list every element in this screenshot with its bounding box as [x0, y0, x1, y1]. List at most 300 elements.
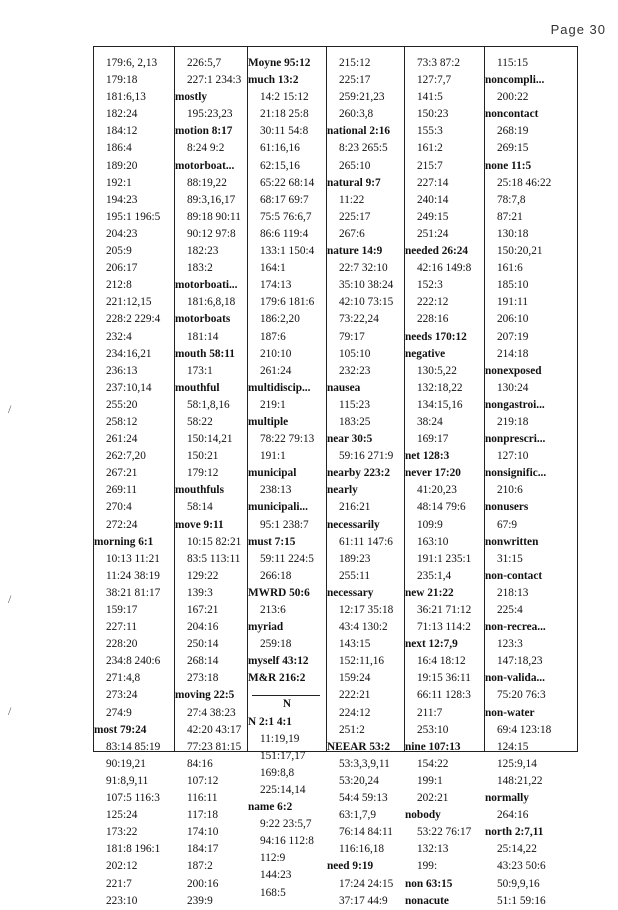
index-reference: 195:1 196:5 — [106, 210, 161, 223]
index-reference: 240:14 — [417, 193, 449, 206]
index-reference: 10:13 11:21 — [106, 552, 160, 565]
index-column-6 — [484, 47, 579, 907]
index-reference: 19:15 36:11 — [417, 672, 471, 685]
index-reference: 192:1 — [106, 176, 132, 189]
index-reference: 112:9 — [260, 852, 286, 865]
index-reference: 258:12 — [106, 415, 138, 428]
index-reference: 150:14,21 — [187, 433, 233, 446]
index-reference: 270:4 — [106, 501, 132, 514]
index-term: nonprescri... — [485, 433, 546, 446]
index-term: non-recrea... — [485, 621, 546, 634]
index-reference: 35:10 38:24 — [339, 279, 394, 292]
index-term: nearby 223:2 — [327, 467, 391, 480]
index-reference: 182:23 — [187, 245, 219, 258]
index-reference: 186:4 — [106, 142, 132, 155]
index-reference: 89:18 90:11 — [187, 210, 241, 223]
index-term: net 128:3 — [405, 450, 450, 463]
index-reference: 167:21 — [187, 604, 219, 616]
index-reference: 265:10 — [339, 159, 371, 172]
index-reference: 214:18 — [497, 347, 529, 360]
index-reference: 218:13 — [497, 586, 529, 599]
index-term: myriad — [248, 621, 284, 634]
index-term: nature 14:9 — [327, 245, 383, 258]
index-reference: 249:15 — [417, 210, 449, 223]
index-reference: 272:24 — [106, 518, 138, 531]
index-reference: 117:18 — [187, 809, 218, 822]
index-reference: 130:24 — [497, 381, 529, 394]
page-label: Page 30 — [550, 22, 606, 37]
index-reference: 268:14 — [187, 655, 219, 668]
index-term: motion 8:17 — [175, 125, 233, 138]
index-term: move 9:11 — [175, 518, 224, 531]
index-reference: 127:7,7 — [417, 74, 452, 87]
index-reference: 86:6 119:4 — [260, 227, 309, 240]
index-term: nine 107:13 — [405, 740, 461, 753]
index-reference: 130:5,22 — [417, 364, 457, 377]
index-reference: 206:10 — [497, 313, 529, 326]
index-reference: 90:12 97:8 — [187, 227, 236, 240]
index-reference: 66:11 128:3 — [417, 689, 471, 702]
index-reference: 17:24 24:15 — [339, 877, 394, 890]
index-reference: 174:13 — [260, 279, 292, 292]
index-reference: 232:23 — [339, 364, 371, 377]
index-reference: 42:10 73:15 — [339, 296, 394, 309]
index-column-5 — [404, 47, 484, 907]
index-reference: 152:11,16 — [339, 655, 385, 668]
index-reference: 267:21 — [106, 467, 138, 480]
index-reference: 204:23 — [106, 227, 138, 240]
index-reference: 27:4 38:23 — [187, 706, 236, 719]
index-reference: 187:2 — [187, 860, 213, 873]
index-reference: 125:24 — [106, 809, 138, 822]
index-term: nongastroi... — [485, 398, 545, 411]
index-term: non 63:15 — [405, 877, 453, 890]
index-reference: 221:12,15 — [106, 296, 152, 309]
index-reference: 181:14 — [187, 330, 219, 343]
index-reference: 223:10 — [106, 894, 138, 907]
index-term: multiple — [248, 415, 289, 428]
index-reference: 11:22 — [339, 193, 365, 206]
index-reference: 68:17 69:7 — [260, 193, 309, 206]
index-reference: 105:10 — [339, 347, 371, 360]
index-reference: 11:19,19 — [260, 732, 300, 745]
index-reference: 227:1 234:3 — [187, 74, 242, 87]
index-reference: 216:21 — [339, 501, 371, 514]
index-term: nonwritten — [485, 535, 539, 548]
index-reference: 183:25 — [339, 415, 371, 428]
index-reference: 221:7 — [106, 877, 132, 890]
index-reference: 183:2 — [187, 262, 213, 275]
index-reference: 84:16 — [187, 757, 213, 770]
index-reference: 225:17 — [339, 74, 371, 87]
index-reference: 107:12 — [187, 774, 219, 787]
index-reference: 132:18,22 — [417, 381, 463, 394]
index-reference: 264:16 — [497, 809, 529, 822]
index-reference: 164:1 — [260, 262, 286, 275]
index-reference: 206:17 — [106, 262, 138, 275]
index-reference: 71:13 114:2 — [417, 621, 471, 634]
index-reference: 168:5 — [260, 886, 286, 899]
index-column-4 — [326, 47, 404, 907]
index-reference: 215:7 — [417, 159, 443, 172]
index-reference: 79:17 — [339, 330, 365, 343]
index-reference: 210:10 — [260, 347, 292, 360]
index-reference: 250:14 — [187, 638, 219, 651]
index-reference: 53:20,24 — [339, 774, 379, 787]
index-reference: 212:8 — [106, 279, 132, 292]
index-term: nonexposed — [485, 364, 542, 377]
index-reference: 189:23 — [339, 552, 371, 565]
index-term: noncontact — [485, 108, 539, 121]
index-reference: 83:5 113:11 — [187, 552, 241, 565]
section-letter: N — [282, 698, 292, 711]
index-reference: 53:3,3,9,11 — [339, 757, 390, 770]
index-reference: 91:8,9,11 — [106, 774, 149, 787]
index-term: necessary — [327, 586, 374, 599]
section-rule — [252, 687, 320, 696]
index-term: nobody — [405, 809, 441, 822]
index-reference: 253:10 — [417, 723, 449, 736]
index-reference: 36:21 71:12 — [417, 604, 472, 616]
index-reference: 141:5 — [417, 91, 443, 104]
index-reference: 185:10 — [497, 279, 529, 292]
index-reference: 236:13 — [106, 364, 138, 377]
index-term: next 12:7,9 — [405, 638, 458, 651]
index-reference: 14:2 15:12 — [260, 91, 309, 104]
index-reference: 38:24 — [417, 415, 443, 428]
index-term: needed 26:24 — [405, 245, 469, 258]
index-reference: 161:2 — [417, 142, 443, 155]
index-reference: 222:21 — [339, 689, 371, 702]
index-reference: 182:24 — [106, 108, 138, 121]
index-reference: 255:11 — [339, 569, 370, 582]
index-term: nonusers — [485, 501, 529, 514]
index-reference: 219:1 — [260, 398, 286, 411]
index-reference: 238:13 — [260, 484, 292, 497]
index-reference: 37:17 44:9 — [339, 894, 388, 907]
index-reference: 77:23 81:15 — [187, 740, 242, 753]
index-term: natural 9:7 — [327, 176, 381, 189]
index-reference: 228:20 — [106, 638, 138, 651]
index-reference: 83:14 85:19 — [106, 740, 161, 753]
index-term: mostly — [175, 91, 208, 104]
index-reference: 210:6 — [497, 484, 523, 497]
index-term: nonsignific... — [485, 467, 547, 480]
index-reference: 152:3 — [417, 279, 443, 292]
index-reference: 268:19 — [497, 125, 529, 138]
index-reference: 59:16 271:9 — [339, 450, 394, 463]
index-reference: 225:17 — [339, 210, 371, 223]
index-term: mouthful — [175, 381, 220, 394]
index-term: new 21:22 — [405, 586, 454, 599]
index-reference: 87:21 — [497, 210, 523, 223]
index-reference: 266:18 — [260, 569, 292, 582]
index-reference: 133:1 150:4 — [260, 245, 315, 258]
index-term: MWRD 50:6 — [248, 586, 310, 599]
index-reference: 232:4 — [106, 330, 132, 343]
index-term: needs 170:12 — [405, 330, 467, 343]
index-reference: 42:20 43:17 — [187, 723, 242, 736]
index-reference: 200:16 — [187, 877, 219, 890]
index-term: non-valida... — [485, 672, 545, 685]
index-reference: 50:9,9,16 — [497, 877, 540, 890]
index-reference: 173:1 — [187, 364, 213, 377]
index-reference: 75:20 76:3 — [497, 689, 546, 702]
index-reference: 187:6 — [260, 330, 286, 343]
index-reference: 76:14 84:11 — [339, 826, 393, 839]
index-reference: 130:18 — [497, 227, 529, 240]
index-reference: 63:1,7,9 — [339, 809, 377, 822]
index-reference: 8:23 265:5 — [339, 142, 388, 155]
index-reference: 195:23,23 — [187, 108, 233, 121]
index-reference: 65:22 68:14 — [260, 176, 315, 189]
index-term: nausea — [327, 381, 361, 394]
index-reference: 51:1 59:16 — [497, 894, 546, 907]
index-term: motorboat... — [175, 159, 235, 172]
index-term: nonacute — [405, 894, 449, 907]
index-reference: 154:22 — [417, 757, 449, 770]
index-reference: 228:16 — [417, 313, 449, 326]
index-reference: 58:22 — [187, 415, 213, 428]
index-reference: 78:22 79:13 — [260, 433, 315, 446]
index-reference: 225:4 — [497, 604, 523, 616]
index-term: must 7:15 — [248, 535, 296, 548]
index-reference: 191:11 — [497, 296, 528, 309]
index-reference: 251:24 — [417, 227, 449, 240]
index-reference: 227:14 — [417, 176, 449, 189]
index-reference: 22:7 32:10 — [339, 262, 388, 275]
index-reference: 159:17 — [106, 604, 138, 616]
index-reference: 273:24 — [106, 689, 138, 702]
index-reference: 151:17,17 — [260, 749, 306, 762]
index-reference: 255:20 — [106, 398, 138, 411]
index-reference: 179:6, 2,13 — [106, 57, 158, 69]
index-reference: 174:10 — [187, 826, 219, 839]
index-reference: 53:22 76:17 — [417, 826, 472, 839]
index-term: normally — [485, 792, 529, 805]
margin-mark: / — [8, 402, 12, 416]
index-reference: 179:12 — [187, 467, 219, 480]
word-index-table — [93, 46, 578, 907]
index-reference: 274:9 — [106, 706, 132, 719]
index-reference: 123:3 — [497, 638, 523, 651]
index-reference: 181:8 196:1 — [106, 843, 161, 856]
index-reference: 150:21 — [187, 450, 219, 463]
index-reference: 107:5 116:3 — [106, 792, 160, 805]
index-reference: 116:16,18 — [339, 843, 385, 856]
index-reference: 199: — [417, 860, 438, 873]
index-reference: 163:10 — [417, 535, 449, 548]
index-column-3 — [247, 47, 326, 899]
index-term: moving 22:5 — [175, 689, 235, 702]
index-reference: 262:7,20 — [106, 450, 146, 463]
index-reference: 54:4 59:13 — [339, 792, 388, 805]
index-term: necessarily — [327, 518, 380, 531]
index-term: morning 6:1 — [94, 535, 154, 548]
index-reference: 48:14 79:6 — [417, 501, 466, 514]
index-reference: 115:15 — [497, 57, 528, 69]
index-reference: 234:8 240:6 — [106, 655, 161, 668]
index-reference: 94:16 112:8 — [260, 835, 314, 848]
index-reference: 41:20,23 — [417, 484, 457, 497]
index-reference: 191:1 — [260, 450, 286, 463]
index-reference: 189:20 — [106, 159, 138, 172]
index-reference: 21:18 25:8 — [260, 108, 309, 121]
index-reference: 205:9 — [106, 245, 132, 258]
index-term: M&R 216:2 — [248, 672, 306, 685]
index-reference: 42:16 149:8 — [417, 262, 472, 275]
index-term: NEEAR 53:2 — [327, 740, 391, 753]
index-reference: 8:24 9:2 — [187, 142, 225, 155]
index-reference: 25:14,22 — [497, 843, 537, 856]
index-reference: 67:9 — [497, 518, 518, 531]
index-reference: 202:12 — [106, 860, 138, 873]
index-term: motorboats — [175, 313, 231, 326]
index-reference: 150:23 — [417, 108, 449, 121]
index-reference: 95:1 238:7 — [260, 518, 309, 531]
index-reference: 43:4 130:2 — [339, 621, 388, 634]
index-reference: 109:9 — [417, 518, 443, 531]
index-reference: 179:18 — [106, 74, 138, 87]
index-term: non-water — [485, 706, 535, 719]
index-term: myself 43:12 — [248, 655, 309, 668]
index-reference: 59:11 224:5 — [260, 552, 314, 565]
index-reference: 235:1,4 — [417, 569, 452, 582]
index-reference: 222:12 — [417, 296, 449, 309]
margin-mark: / — [8, 704, 12, 718]
index-term: non-contact — [485, 569, 543, 582]
index-term: negative — [405, 347, 446, 360]
index-reference: 89:3,16,17 — [187, 193, 236, 206]
index-reference: 78:7,8 — [497, 193, 526, 206]
index-reference: 269:15 — [497, 142, 529, 155]
index-term: noncompli... — [485, 74, 545, 87]
index-term: most 79:24 — [94, 723, 147, 736]
index-reference: 73:3 87:2 — [417, 57, 460, 69]
index-reference: 259:18 — [260, 638, 292, 651]
index-reference: 207:19 — [497, 330, 529, 343]
index-reference: 124:15 — [497, 740, 529, 753]
index-reference: 204:16 — [187, 621, 219, 634]
index-reference: 191:1 235:1 — [417, 552, 472, 565]
index-reference: 43:23 50:6 — [497, 860, 546, 873]
index-reference: 267:6 — [339, 227, 365, 240]
index-term: motorboati... — [175, 279, 238, 292]
index-reference: 61:11 147:6 — [339, 535, 393, 548]
index-term: Moyne 95:12 — [248, 57, 311, 69]
index-reference: 186:2,20 — [260, 313, 300, 326]
index-reference: 30:11 54:8 — [260, 125, 309, 138]
index-reference: 226:5,7 — [187, 57, 222, 69]
index-term: mouth 58:11 — [175, 347, 235, 360]
index-reference: 73:22,24 — [339, 313, 379, 326]
index-reference: 127:10 — [497, 450, 529, 463]
index-reference: 9:22 23:5,7 — [260, 818, 312, 831]
index-reference: 38:21 81:17 — [106, 586, 161, 599]
index-reference: 184:12 — [106, 125, 138, 138]
index-reference: 129:22 — [187, 569, 219, 582]
index-reference: 88:19,22 — [187, 176, 227, 189]
index-reference: 159:24 — [339, 672, 371, 685]
index-reference: 148:21,22 — [497, 774, 543, 787]
index-reference: 11:24 38:19 — [106, 569, 160, 582]
index-reference: 225:14,14 — [260, 783, 306, 796]
index-term: multidiscip... — [248, 381, 311, 394]
index-reference: 143:15 — [339, 638, 371, 651]
index-reference: 239:9 — [187, 894, 213, 907]
index-reference: 215:12 — [339, 57, 371, 69]
index-reference: 62:15,16 — [260, 159, 300, 172]
index-term: never 17:20 — [405, 467, 461, 480]
index-reference: 139:3 — [187, 586, 213, 599]
index-term: near 30:5 — [327, 433, 373, 446]
index-term: name 6:2 — [248, 801, 293, 814]
index-reference: 271:4,8 — [106, 672, 141, 685]
index-reference: 69:4 123:18 — [497, 723, 552, 736]
index-reference: 134:15,16 — [417, 398, 463, 411]
margin-mark: / — [8, 592, 12, 606]
index-reference: 224:12 — [339, 706, 371, 719]
index-reference: 12:17 35:18 — [339, 604, 394, 616]
index-reference: 161:6 — [497, 262, 523, 275]
index-reference: 75:5 76:6,7 — [260, 210, 312, 223]
index-reference: 260:3,8 — [339, 108, 374, 121]
index-reference: 132:13 — [417, 843, 449, 856]
index-reference: 251:2 — [339, 723, 365, 736]
index-reference: 181:6,13 — [106, 91, 146, 104]
index-column-1 — [94, 47, 174, 907]
index-column-2 — [174, 47, 247, 907]
index-reference: 199:1 — [417, 774, 443, 787]
index-reference: 211:7 — [417, 706, 443, 719]
index-term: nearly — [327, 484, 358, 497]
index-reference: 147:18,23 — [497, 655, 543, 668]
index-term: N 2:1 4:1 — [248, 715, 292, 728]
index-reference: 10:15 82:21 — [187, 535, 242, 548]
index-term: national 2:16 — [327, 125, 391, 138]
index-reference: 181:6,8,18 — [187, 296, 236, 309]
index-reference: 150:20,21 — [497, 245, 543, 258]
index-term: mouthfuls — [175, 484, 224, 497]
index-reference: 125:9,14 — [497, 757, 537, 770]
index-reference: 228:2 229:4 — [106, 313, 161, 326]
index-reference: 115:23 — [339, 398, 370, 411]
index-reference: 261:24 — [106, 433, 138, 446]
index-reference: 269:11 — [106, 484, 137, 497]
index-reference: 116:11 — [187, 792, 218, 805]
index-reference: 31:15 — [497, 552, 523, 565]
index-reference: 213:6 — [260, 604, 286, 616]
index-reference: 227:11 — [106, 621, 137, 634]
index-reference: 179:6 181:6 — [260, 296, 315, 309]
index-term: none 11:5 — [485, 159, 532, 172]
index-term: municipal — [248, 467, 297, 480]
index-reference: 194:23 — [106, 193, 138, 206]
index-reference: 234:16,21 — [106, 347, 152, 360]
index-reference: 25:18 46:22 — [497, 176, 552, 189]
index-reference: 169:17 — [417, 433, 449, 446]
index-reference: 202:21 — [417, 792, 449, 805]
index-reference: 259:21,23 — [339, 91, 385, 104]
index-reference: 261:24 — [260, 364, 292, 377]
index-term: much 13:2 — [248, 74, 299, 87]
index-reference: 173:22 — [106, 826, 138, 839]
index-term: need 9:19 — [327, 860, 374, 873]
index-reference: 90:19,21 — [106, 757, 146, 770]
index-reference: 155:3 — [417, 125, 443, 138]
index-reference: 237:10,14 — [106, 381, 152, 394]
index-reference: 169:8,8 — [260, 766, 295, 779]
